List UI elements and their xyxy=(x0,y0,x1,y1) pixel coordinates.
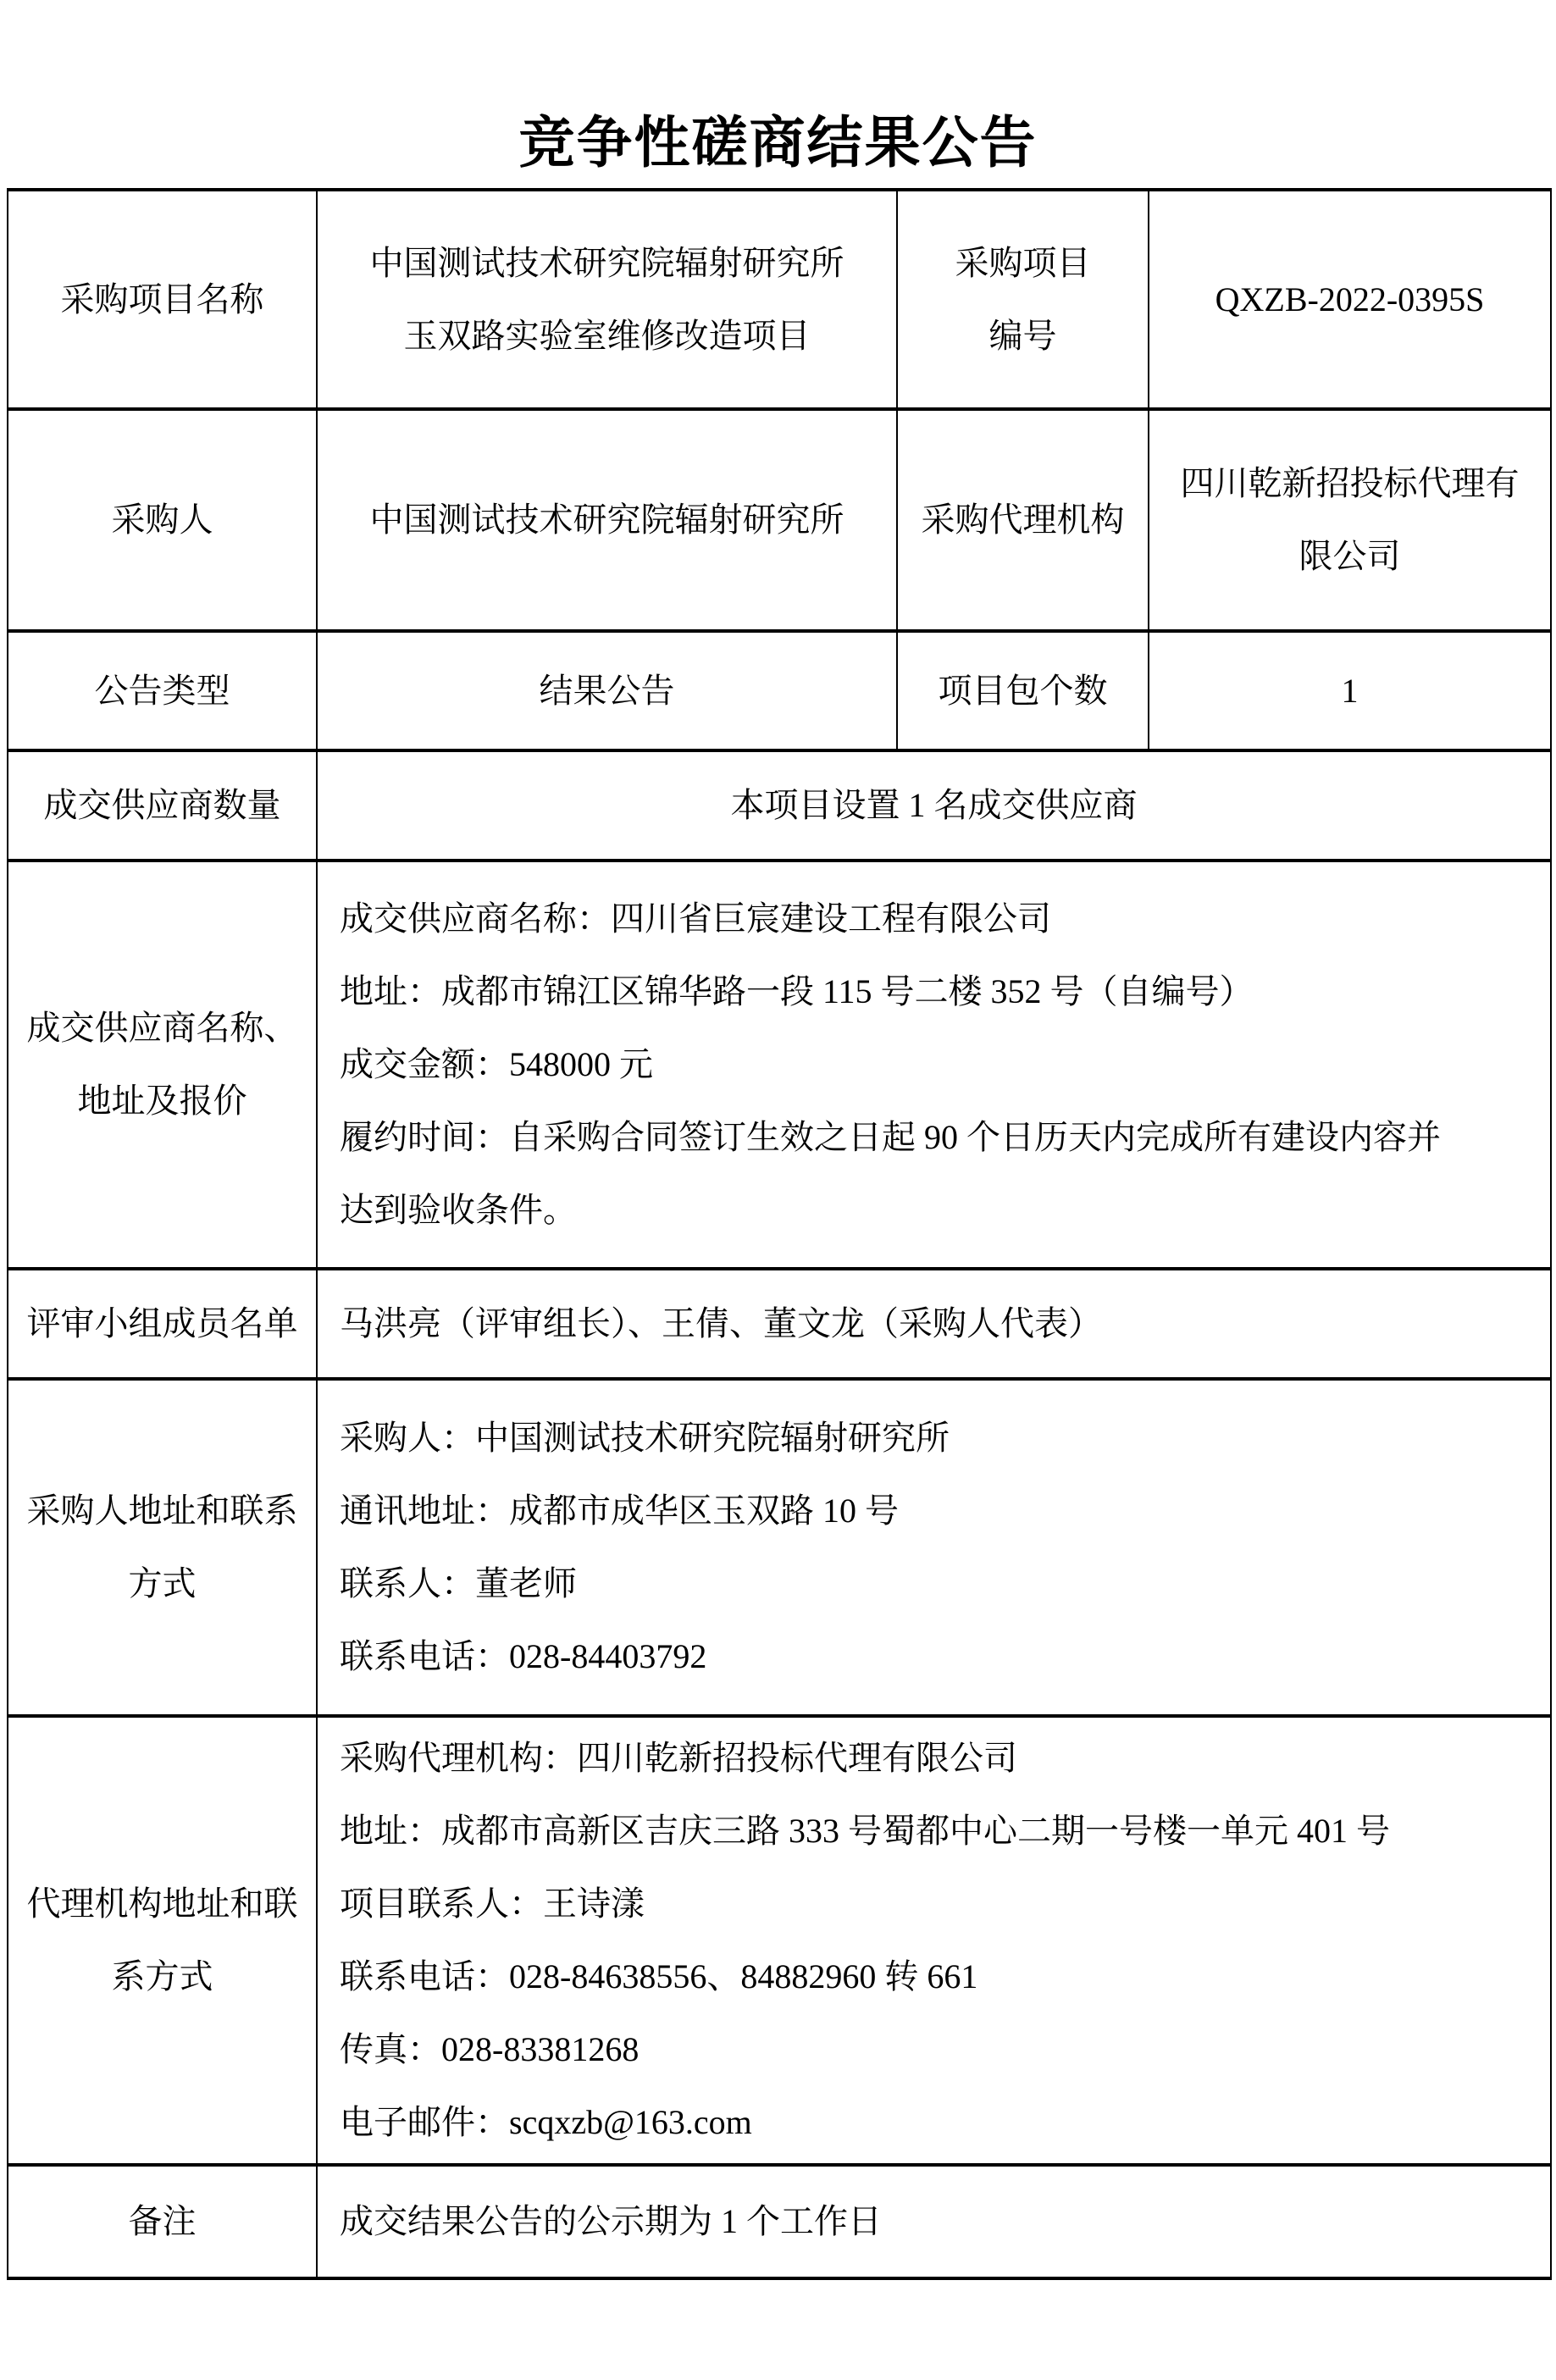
project-name-line-1: 中国测试技术研究院辐射研究所 xyxy=(369,243,844,282)
table-row-supplier-info xyxy=(8,861,1551,1269)
table-row-agency-contact xyxy=(8,1716,1551,2165)
agency-contact-label-line-1: 代理机构地址和联 xyxy=(26,1885,298,1923)
project-code-label-line-2: 编号 xyxy=(988,316,1057,355)
purchaser-address-line: 通讯地址：成都市成华区玉双路 10 号 xyxy=(340,1492,899,1530)
supplier-name-line: 成交供应商名称：四川省巨宸建设工程有限公司 xyxy=(340,899,1051,938)
result-table xyxy=(7,188,1552,2280)
agency-value-line-2: 限公司 xyxy=(1299,537,1401,575)
remarks-value: 成交结果公告的公示期为 1 个工作日 xyxy=(317,2165,1551,2278)
agency-value-line-1: 四川乾新招投标代理有 xyxy=(1180,464,1520,502)
review-panel-label: 评审小组成员名单 xyxy=(8,1269,317,1379)
purchaser-phone-line: 联系电话：028-84403792 xyxy=(340,1637,707,1675)
table-row-announcement-type xyxy=(8,631,1551,750)
agency-contact-label xyxy=(8,1716,317,2165)
purchaser-value: 中国测试技术研究院辐射研究所 xyxy=(317,409,897,631)
table-row-purchaser-contact xyxy=(8,1379,1551,1716)
performance-time-line-2: 达到验收条件。 xyxy=(340,1191,577,1229)
project-name-value xyxy=(317,190,897,409)
deal-amount-line: 成交金额：548000 元 xyxy=(340,1045,653,1083)
review-panel-value: 马洪亮（评审组长）、王倩、董文龙（采购人代表） xyxy=(317,1269,1551,1379)
table-row-review-panel xyxy=(8,1269,1551,1379)
supplier-count-label: 成交供应商数量 xyxy=(8,750,317,861)
announcement-type-value: 结果公告 xyxy=(317,631,897,750)
package-count-value: 1 xyxy=(1149,631,1551,750)
supplier-info-label-line-2: 地址及报价 xyxy=(77,1082,247,1120)
table-row-remarks xyxy=(8,2165,1551,2278)
remarks-label: 备注 xyxy=(8,2165,317,2278)
project-name-label: 采购项目名称 xyxy=(8,190,317,409)
agency-contact-person-line: 项目联系人：王诗漾 xyxy=(340,1885,645,1923)
agency-contact-label-line-2: 系方式 xyxy=(111,1957,213,1995)
supplier-info-label xyxy=(8,861,317,1269)
agency-email-line: 电子邮件：scqxzb@163.com xyxy=(340,2103,752,2141)
purchaser-contact-label-line-2: 方式 xyxy=(128,1564,197,1602)
agency-contact-value xyxy=(317,1716,1551,2165)
agency-fax-line: 传真：028-83381268 xyxy=(340,2030,640,2068)
agency-phone-line: 联系电话：028-84638556、84882960 转 661 xyxy=(340,1957,978,1995)
supplier-info-value xyxy=(317,861,1551,1269)
purchaser-contact-value xyxy=(317,1379,1551,1716)
announcement-type-label: 公告类型 xyxy=(8,631,317,750)
package-count-label: 项目包个数 xyxy=(897,631,1149,750)
purchaser-label: 采购人 xyxy=(8,409,317,631)
purchaser-contact-label-line-1: 采购人地址和联系 xyxy=(26,1492,298,1530)
agency-value xyxy=(1149,409,1551,631)
purchaser-contact-label xyxy=(8,1379,317,1716)
agency-address-line: 地址：成都市高新区吉庆三路 333 号蜀都中心二期一号楼一单元 401 号 xyxy=(340,1812,1390,1850)
supplier-info-label-line-1: 成交供应商名称、 xyxy=(26,1009,298,1047)
performance-time-line-1: 履约时间：自采购合同签订生效之日起 90 个日历天内完成所有建设内容并 xyxy=(340,1118,1441,1156)
purchaser-contact-person-line: 联系人：董老师 xyxy=(340,1564,577,1602)
purchaser-name-line: 采购人：中国测试技术研究院辐射研究所 xyxy=(340,1419,950,1457)
table-row-purchaser xyxy=(8,409,1551,631)
table-row-supplier-count xyxy=(8,750,1551,861)
project-code-value: QXZB-2022-0395S xyxy=(1149,190,1551,409)
supplier-address-line: 地址：成都市锦江区锦华路一段 115 号二楼 352 号（自编号） xyxy=(340,972,1254,1010)
supplier-count-value: 本项目设置 1 名成交供应商 xyxy=(317,750,1551,861)
project-code-label xyxy=(897,190,1149,409)
project-code-label-line-1: 采购项目 xyxy=(955,243,1091,282)
agency-name-line: 采购代理机构：四川乾新招投标代理有限公司 xyxy=(340,1739,1017,1777)
agency-label: 采购代理机构 xyxy=(897,409,1149,631)
page-title: 竞争性磋商结果公告 xyxy=(518,113,1038,174)
project-name-line-2: 玉双路实验室维修改造项目 xyxy=(403,316,811,355)
table-row-project xyxy=(8,190,1551,409)
